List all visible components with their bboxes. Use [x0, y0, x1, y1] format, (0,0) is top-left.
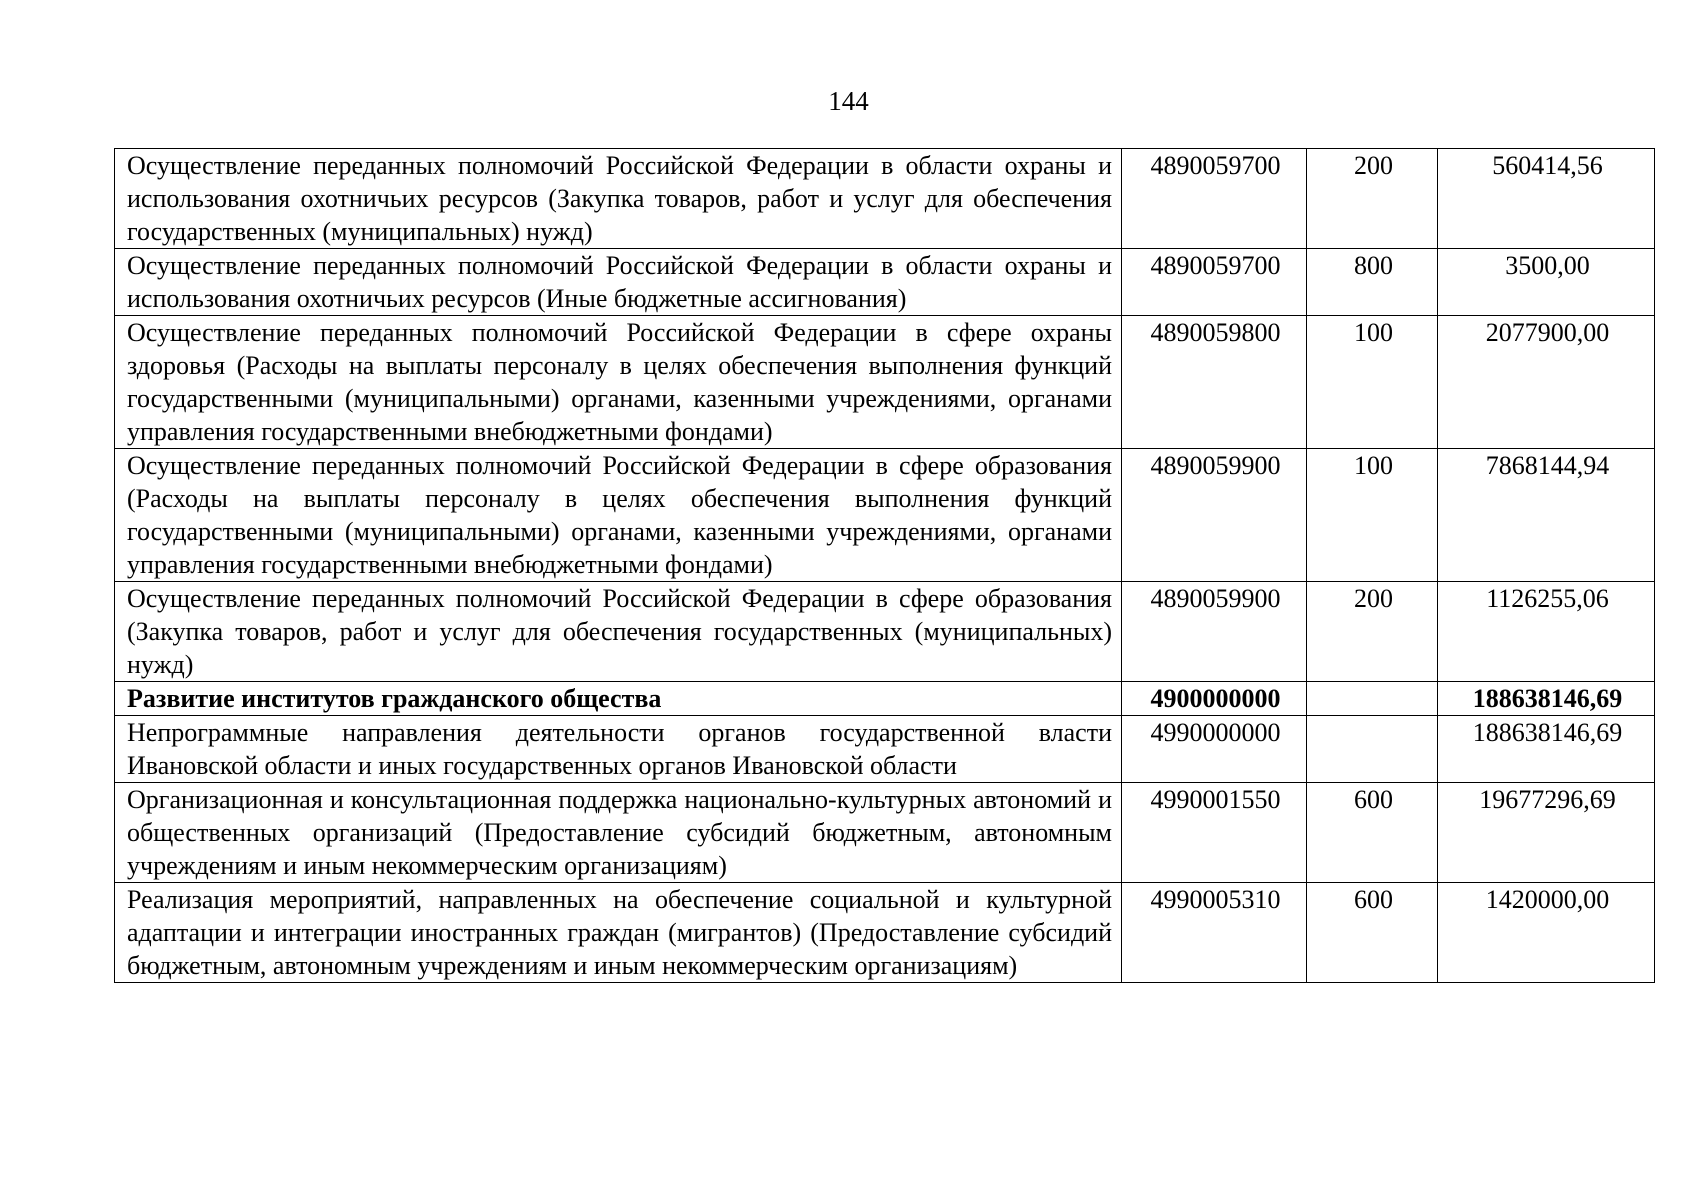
row-name-cell: Организационная и консультационная поддержка национально-культурных автономий и общественных организаций (Предоставление субсидий бюджетным, автономным учреждениям и иным некоммерческим организациям): [115, 783, 1122, 883]
row-sum-cell: 560414,56: [1438, 149, 1655, 249]
row-code-cell: 4990005310: [1122, 883, 1307, 983]
row-name-cell: Реализация мероприятий, направленных на обеспечение социальной и культурной адаптации и интеграции иностранных граждан (мигрантов) (Предоставление субсидий бюджетным, автономным учреждениям и иным некоммерческим организациям): [115, 883, 1122, 983]
table-row: [115, 149, 1655, 249]
row-expense-type-cell: [1307, 682, 1438, 716]
row-sum-cell: 7868144,94: [1438, 449, 1655, 582]
budget-table: [114, 148, 1655, 983]
row-code-cell: 4890059900: [1122, 449, 1307, 582]
row-code-cell: 4990001550: [1122, 783, 1307, 883]
table-row: [115, 316, 1655, 449]
row-sum-cell: 2077900,00: [1438, 316, 1655, 449]
row-name-cell: Осуществление переданных полномочий Российской Федерации в сфере охраны здоровья (Расходы на выплаты персоналу в целях обеспечения выполнения функций государственными (муниципальными) органами, казенными учреждениями, органами управления государственными внебюджетными фондами): [115, 316, 1122, 449]
row-code-cell: 4890059700: [1122, 249, 1307, 316]
row-sum-cell: 188638146,69: [1438, 716, 1655, 783]
table-row: [115, 582, 1655, 682]
row-sum-cell: 19677296,69: [1438, 783, 1655, 883]
row-expense-type-cell: 100: [1307, 316, 1438, 449]
row-code-cell: 4890059800: [1122, 316, 1307, 449]
table-row: [115, 783, 1655, 883]
row-name-cell: Развитие институтов гражданского общества: [115, 682, 1122, 716]
row-expense-type-cell: 200: [1307, 582, 1438, 682]
row-sum-cell: 1126255,06: [1438, 582, 1655, 682]
row-sum-cell: 188638146,69: [1438, 682, 1655, 716]
table-row: [115, 249, 1655, 316]
table-row-section-total: [115, 682, 1655, 716]
row-expense-type-cell: 600: [1307, 883, 1438, 983]
row-code-cell: 4890059700: [1122, 149, 1307, 249]
row-expense-type-cell: [1307, 716, 1438, 783]
row-expense-type-cell: 200: [1307, 149, 1438, 249]
page-number: 144: [828, 86, 869, 116]
row-expense-type-cell: 600: [1307, 783, 1438, 883]
row-sum-cell: 1420000,00: [1438, 883, 1655, 983]
row-expense-type-cell: 800: [1307, 249, 1438, 316]
row-code-cell: 4900000000: [1122, 682, 1307, 716]
row-name-cell: Осуществление переданных полномочий Российской Федерации в области охраны и использования охотничьих ресурсов (Иные бюджетные ассигнования): [115, 249, 1122, 316]
table-row: [115, 716, 1655, 783]
row-name-cell: Осуществление переданных полномочий Российской Федерации в сфере образования (Закупка товаров, работ и услуг для обеспечения государственных (муниципальных) нужд): [115, 582, 1122, 682]
row-name-cell: Непрограммные направления деятельности органов государственной власти Ивановской области и иных государственных органов Ивановской области: [115, 716, 1122, 783]
budget-table-body: [115, 149, 1655, 983]
table-row: [115, 883, 1655, 983]
row-name-cell: Осуществление переданных полномочий Российской Федерации в области охраны и использования охотничьих ресурсов (Закупка товаров, работ и услуг для обеспечения государственных (муниципальных) нужд): [115, 149, 1122, 249]
row-expense-type-cell: 100: [1307, 449, 1438, 582]
row-code-cell: 4890059900: [1122, 582, 1307, 682]
row-code-cell: 4990000000: [1122, 716, 1307, 783]
row-name-cell: Осуществление переданных полномочий Российской Федерации в сфере образования (Расходы на выплаты персоналу в целях обеспечения выполнения функций государственными (муниципальными) органами, казенными учреждениями, органами управления государственными внебюджетными фондами): [115, 449, 1122, 582]
table-row: [115, 449, 1655, 582]
row-sum-cell: 3500,00: [1438, 249, 1655, 316]
